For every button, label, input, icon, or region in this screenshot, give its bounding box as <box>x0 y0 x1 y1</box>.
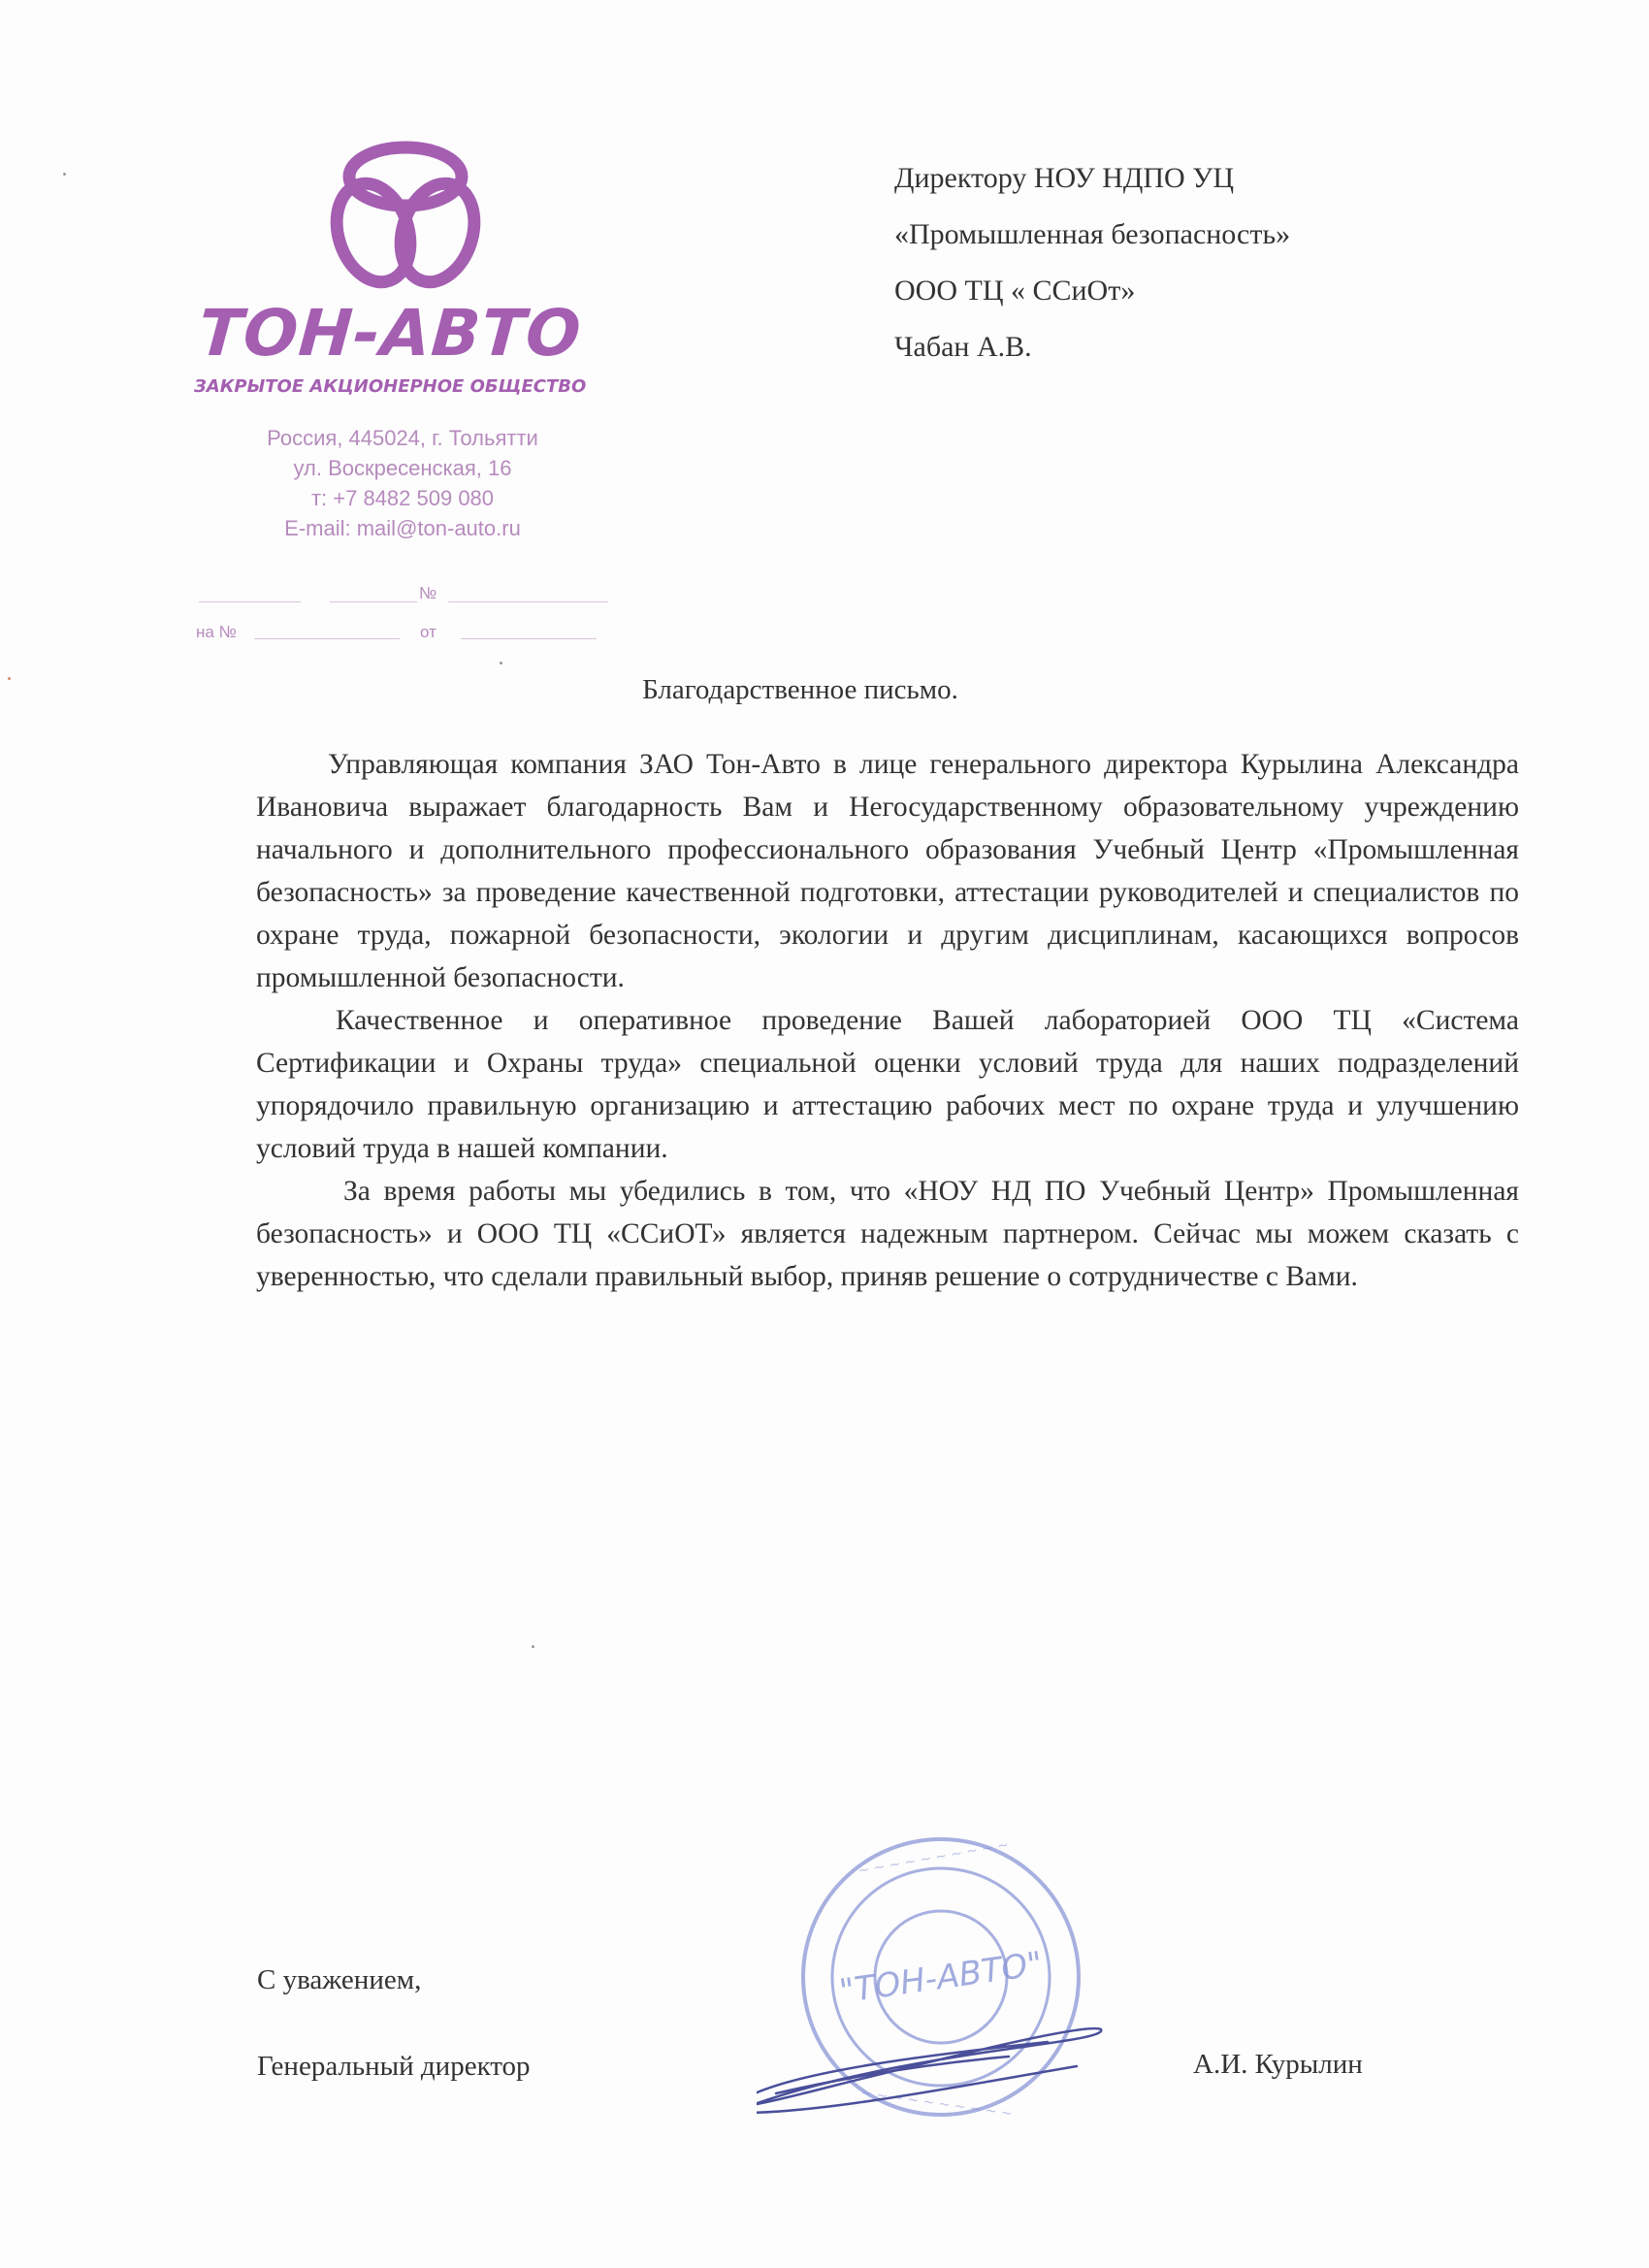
email: E-mail: mail@ton-auto.ru <box>284 516 521 540</box>
ref-date-label: от <box>420 623 436 641</box>
scan-speck <box>8 677 11 680</box>
ref-rule <box>461 638 597 639</box>
ref-rule <box>330 601 417 602</box>
addressee-line-2: «Промышленная безопасность» <box>894 218 1291 250</box>
phone: т: +7 8482 509 080 <box>310 486 495 510</box>
company-stamp-icon <box>757 1824 1125 2144</box>
signer-position: Генеральный директор <box>257 2051 531 2082</box>
scan-speck <box>500 662 502 664</box>
address-line-1: Россия, 445024, г. Тольятти <box>267 426 538 450</box>
scan-speck <box>63 173 66 176</box>
addressee-line-1: Директору НОУ НДПО УЦ <box>894 162 1235 194</box>
body-paragraph-2: Качественное и оперативное проведение Вашей лабораторией ООО ТЦ «Система Сертификации и Охраны труда» специальной оценки условий труда для наших подразделений упорядочило правильную организацию и аттестацию рабочих мест по охране труда и улучшению условий труда в нашей компании. <box>256 1005 1519 1164</box>
addressee-line-3: ООО ТЦ « ССиОт» <box>894 275 1136 307</box>
ton-avto-logo-icon <box>323 136 488 291</box>
svg-text:~ ~ ~ ~ ~ ~ ~ ~ ~ ~: ~ ~ ~ ~ ~ ~ ~ ~ ~ ~ <box>859 2085 1014 2122</box>
addressee-line-4: Чабан А.В. <box>894 331 1032 363</box>
letter-body <box>256 743 1519 1298</box>
body-paragraph-3: За время работы мы убедились в том, что «НОУ НД ПО Учебный Центр» Промышленная безопасность» и ООО ТЦ «ССиОТ» является надежным партнером. Сейчас мы можем сказать с уверенностью, что сделали правильный выбор, приняв решение о сотрудничестве с Вами. <box>256 1176 1519 1292</box>
scan-speck <box>532 1645 534 1648</box>
body-paragraph-1: Управляющая компания ЗАО Тон-Авто в лице генерального директора Курылина Александра Ивановича выражает благодарность Вам и Негосударственному образовательному учреждению начального и дополнительного профессионального образования Учебный Центр «Промышленная безопасность» за проведение качественной подготовки, аттестации руководителей и специалистов по охране труда, пожарной безопасности, экологии и другим дисциплинам, касающихся вопросов промышленной безопасности. <box>256 749 1519 993</box>
addressee-block <box>894 150 1476 375</box>
ref-rule <box>448 601 608 602</box>
ref-number-label: № <box>419 584 437 602</box>
closing-regards: С уважением, <box>257 1964 422 1995</box>
ref-rule <box>254 638 400 639</box>
company-contacts <box>213 423 592 543</box>
address-line-2: ул. Воскресенская, 16 <box>293 456 512 480</box>
signer-name: А.И. Курылин <box>1193 2049 1363 2080</box>
ref-rule <box>199 601 301 602</box>
brand-subtitle: ЗАКРЫТОЕ АКЦИОНЕРНОЕ ОБЩЕСТВО <box>194 376 587 397</box>
svg-text:~ ~ ~ ~ ~ ~ ~ ~ ~ ~: ~ ~ ~ ~ ~ ~ ~ ~ ~ ~ <box>857 1836 1011 1880</box>
letter-title: Благодарственное письмо. <box>642 674 958 705</box>
stamp-center-text: "ТОН-АВТО" <box>836 1944 1046 2012</box>
ref-on-number-label: на № <box>196 623 237 641</box>
brand-name: ТОН-АВТО <box>196 296 584 371</box>
